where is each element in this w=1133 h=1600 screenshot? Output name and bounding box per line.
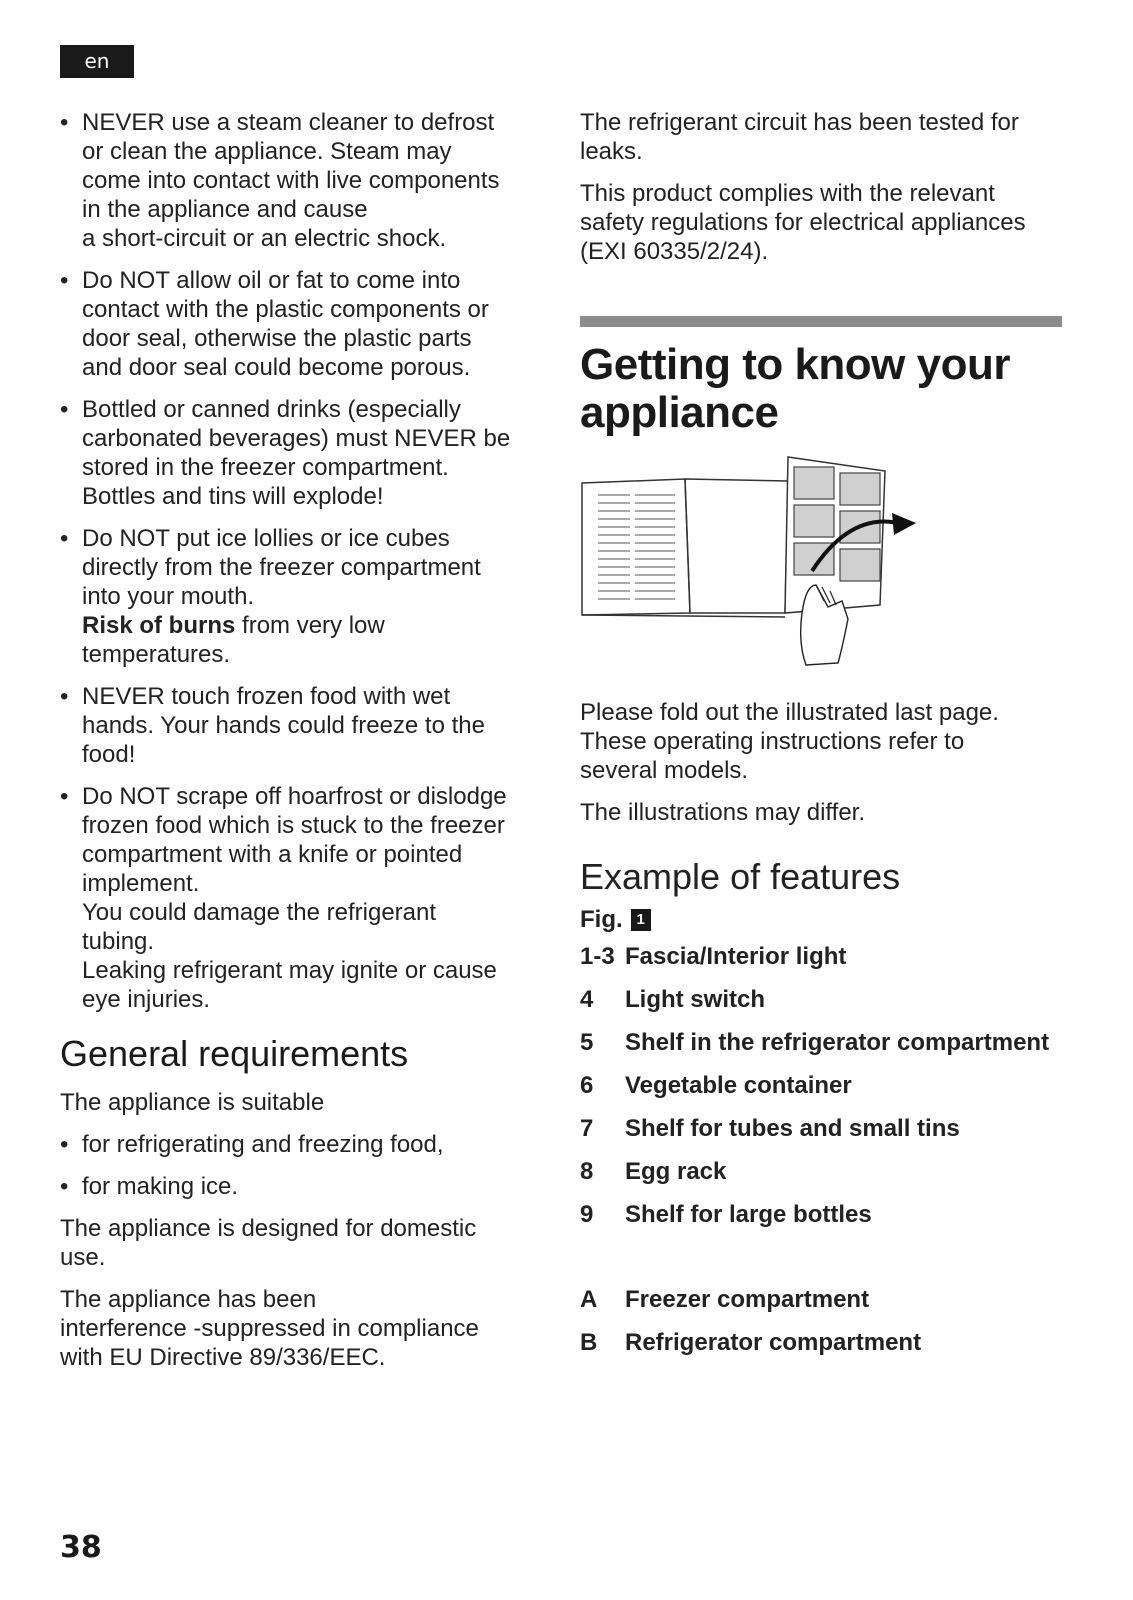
feature-label: Shelf in the refrigerator compartment bbox=[625, 1029, 1050, 1056]
feature-number: 1-3 bbox=[580, 943, 615, 970]
feature-number: 8 bbox=[580, 1158, 594, 1185]
risk-of-burns-text: from very low bbox=[235, 612, 385, 639]
text-line: The refrigerant circuit has been tested for bbox=[580, 109, 1019, 136]
bullet-line: implement. bbox=[82, 870, 200, 897]
fig-number-box: 1 bbox=[631, 909, 651, 931]
feature-label: Shelf for tubes and small tins bbox=[625, 1115, 960, 1142]
bullet-line: come into contact with live components bbox=[82, 167, 500, 194]
features-heading: Example of features bbox=[580, 856, 901, 897]
language-tab: en bbox=[60, 45, 134, 78]
feature-label: Shelf for large bottles bbox=[625, 1201, 872, 1228]
compartments-list bbox=[580, 1285, 1070, 1357]
suitable-item: • for refrigerating and freezing food, bbox=[60, 1130, 550, 1159]
chapter-divider-bar bbox=[580, 316, 1062, 327]
feature-item bbox=[580, 1200, 1070, 1229]
bullet-line: frozen food which is stuck to the freezer bbox=[82, 812, 505, 839]
fig-label: Fig. bbox=[580, 906, 623, 933]
feature-label: Fascia/Interior light bbox=[625, 943, 847, 970]
bullet-line: a short-circuit or an electric shock. bbox=[82, 225, 447, 252]
bullet-line: temperatures. bbox=[82, 641, 231, 668]
bullet-ice-lollies bbox=[60, 524, 550, 669]
feature-number: 4 bbox=[580, 986, 594, 1013]
compartment-label: Refrigerator compartment bbox=[625, 1329, 922, 1356]
domestic-use-para bbox=[60, 1214, 550, 1272]
bullet-line: tubing. bbox=[82, 928, 155, 955]
figure-reference bbox=[580, 905, 1070, 934]
right-column bbox=[580, 108, 1070, 1371]
text-line: These operating instructions refer to bbox=[580, 728, 965, 755]
bullet-line: • Do NOT allow oil or fat to come into bbox=[82, 267, 461, 294]
suitable-intro: The appliance is suitable bbox=[60, 1089, 325, 1116]
text-line: interference -suppressed in compliance bbox=[60, 1315, 479, 1342]
bullet-line: or clean the appliance. Steam may bbox=[82, 138, 452, 165]
features-list bbox=[580, 942, 1070, 1229]
feature-number: 7 bbox=[580, 1115, 594, 1142]
feature-item bbox=[580, 1071, 1070, 1100]
bullet-line: hands. Your hands could freeze to the bbox=[82, 712, 485, 739]
bullet-steam-cleaner bbox=[60, 108, 550, 253]
feature-item bbox=[580, 1114, 1070, 1143]
chapter-title bbox=[580, 341, 1070, 437]
bullet-line: door seal, otherwise the plastic parts bbox=[82, 325, 472, 352]
risk-of-burns-line bbox=[82, 611, 550, 640]
bullet-line: • NEVER use a steam cleaner to defrost bbox=[82, 109, 495, 136]
text-line: with EU Directive 89/336/EEC. bbox=[60, 1344, 386, 1371]
feature-item bbox=[580, 1157, 1070, 1186]
compartment-label: Freezer compartment bbox=[625, 1286, 870, 1313]
compartment-letter: B bbox=[580, 1329, 598, 1356]
bullet-oil-fat bbox=[60, 266, 550, 382]
bullet-line: • Do NOT put ice lollies or ice cubes bbox=[82, 525, 450, 552]
text-line: The appliance is designed for domestic bbox=[60, 1215, 477, 1242]
bullet-line: • NEVER touch frozen food with wet bbox=[82, 683, 451, 710]
complies-para bbox=[580, 179, 1070, 266]
feature-item bbox=[580, 942, 1070, 971]
bullet-line: stored in the freezer compartment. bbox=[82, 454, 449, 481]
bullet-line: contact with the plastic components or bbox=[82, 296, 489, 323]
left-column bbox=[60, 108, 550, 1385]
safety-bullet-list bbox=[60, 108, 550, 1014]
bullet-line: Bottles and tins will explode! bbox=[82, 483, 384, 510]
bullet-line: into your mouth. bbox=[82, 583, 255, 610]
bullet-line: • Bottled or canned drinks (especially bbox=[82, 396, 461, 423]
feature-label: Vegetable container bbox=[625, 1072, 852, 1099]
bullet-line: in the appliance and cause bbox=[82, 196, 368, 223]
compartment-item bbox=[580, 1328, 1070, 1357]
bullet-frozen-food-wet-hands bbox=[60, 682, 550, 769]
fold-out-page-illustration bbox=[580, 453, 940, 673]
bullet-bottled-drinks bbox=[60, 395, 550, 511]
text-line: The appliance has been bbox=[60, 1286, 317, 1313]
bullet-line: compartment with a knife or pointed bbox=[82, 841, 463, 868]
interference-para bbox=[60, 1285, 550, 1372]
bullet-line: directly from the freezer compartment bbox=[82, 554, 481, 581]
chapter-title-line: appliance bbox=[580, 388, 779, 437]
illustrations-differ-para: The illustrations may differ. bbox=[580, 799, 866, 826]
bullet-line: eye injuries. bbox=[82, 986, 211, 1013]
bullet-line: food! bbox=[82, 741, 136, 768]
foldout-para bbox=[580, 698, 1070, 785]
bullet-line: carbonated beverages) must NEVER be bbox=[82, 425, 511, 452]
feature-label: Egg rack bbox=[625, 1158, 727, 1185]
text-line: (EXI 60335/2/24). bbox=[580, 238, 769, 265]
feature-item bbox=[580, 1028, 1070, 1057]
risk-of-burns-label: Risk of burns bbox=[82, 612, 236, 639]
text-line: safety regulations for electrical appliances bbox=[580, 209, 1026, 236]
feature-item bbox=[580, 985, 1070, 1014]
text-line: This product complies with the relevant bbox=[580, 180, 995, 207]
suitable-list bbox=[60, 1130, 550, 1201]
compartment-letter: A bbox=[580, 1286, 598, 1313]
compartment-item bbox=[580, 1285, 1070, 1314]
chapter-title-line: Getting to know your bbox=[580, 340, 1010, 389]
text-line: Please fold out the illustrated last page. bbox=[580, 699, 999, 726]
bullet-line: • Do NOT scrape off hoarfrost or dislodge bbox=[82, 783, 507, 810]
page-number: 38 bbox=[60, 1530, 102, 1565]
bullet-line: and door seal could become porous. bbox=[82, 354, 471, 381]
tested-para bbox=[580, 108, 1070, 166]
bullet-hoarfrost bbox=[60, 782, 550, 1014]
general-requirements-heading: General requirements bbox=[60, 1033, 409, 1074]
text-line: use. bbox=[60, 1244, 106, 1271]
text-line: several models. bbox=[580, 757, 749, 784]
suitable-item: • for making ice. bbox=[60, 1172, 550, 1201]
feature-number: 6 bbox=[580, 1072, 594, 1099]
feature-label: Light switch bbox=[625, 986, 765, 1013]
bullet-line: Leaking refrigerant may ignite or cause bbox=[82, 957, 497, 984]
feature-number: 5 bbox=[580, 1029, 594, 1056]
bullet-line: You could damage the refrigerant bbox=[82, 899, 437, 926]
text-line: leaks. bbox=[580, 138, 643, 165]
feature-number: 9 bbox=[580, 1201, 594, 1228]
